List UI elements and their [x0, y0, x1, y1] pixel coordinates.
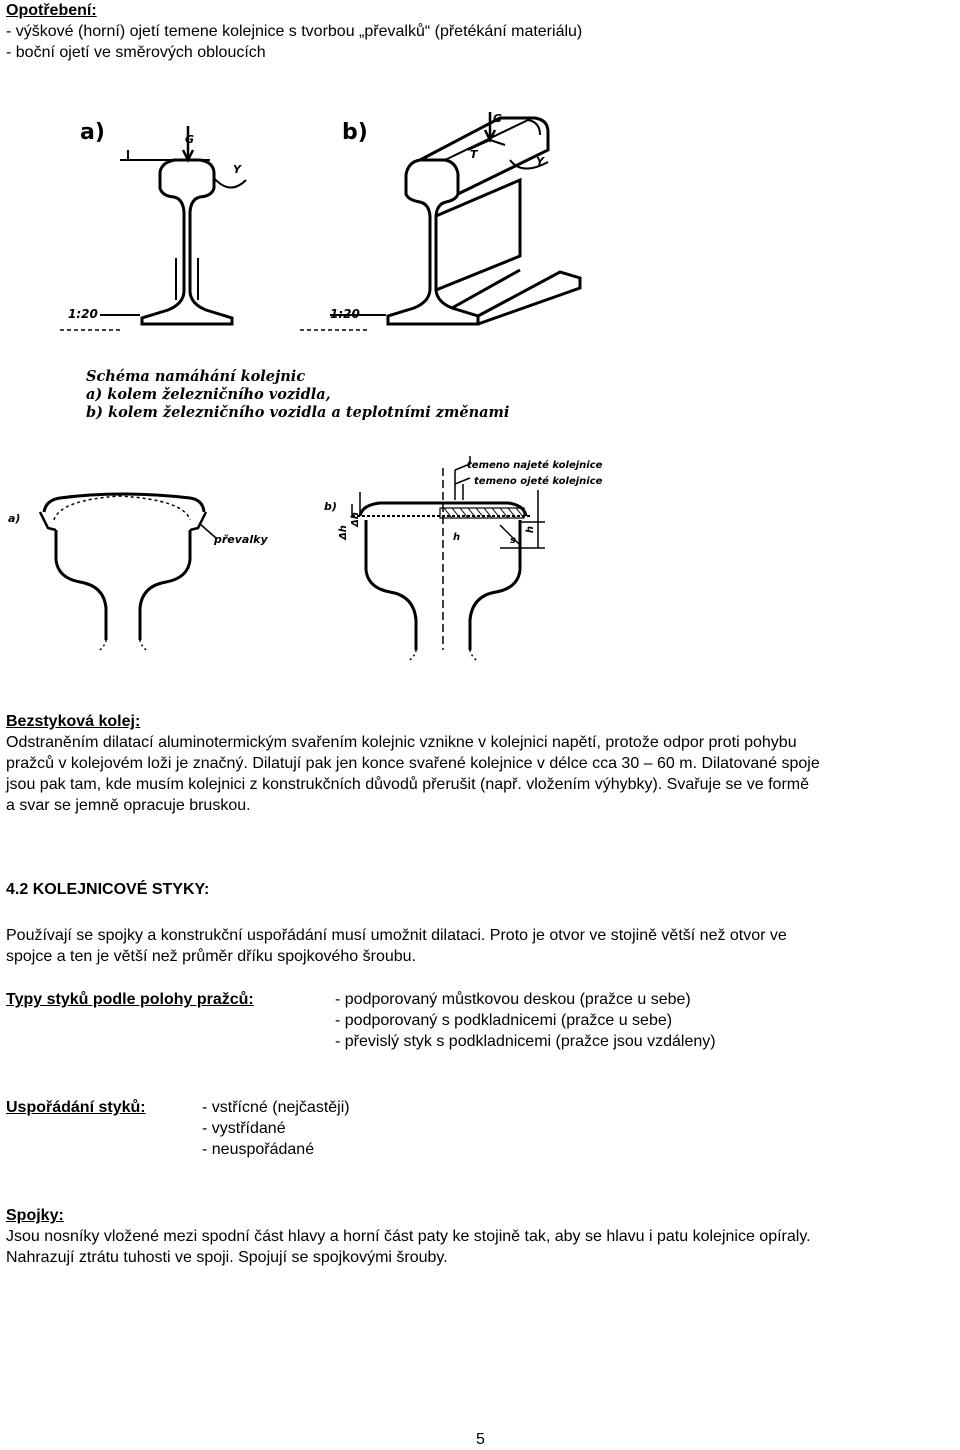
wear-item: - výškové (horní) ojetí temene kolejnice s tvorbou „převalků“ (přetékání materiálu) — [6, 23, 583, 40]
force-y-label-b: Y — [536, 155, 544, 168]
list-item: - převislý styk s podkladnicemi (pražce jsou vzdáleny) — [335, 1033, 716, 1050]
wear-heading: Opotřebení: — [6, 2, 97, 19]
incline-label-a: 1:20 — [68, 307, 98, 321]
paragraph-line: spojce a ten je větší než průměr dříku spojkového šroubu. — [6, 948, 416, 965]
force-g-label-a: G — [185, 133, 195, 146]
force-t-label-b: T — [470, 148, 478, 161]
paragraph-line: a svar se jemně opracuje bruskou. — [6, 797, 251, 814]
caption-line: Schéma namáhání kolejnic — [86, 368, 306, 385]
force-y-label-a: Y — [233, 163, 241, 176]
paragraph-line: Nahrazují ztrátu tuhosti ve spoji. Spojují se spojkovými šrouby. — [6, 1249, 448, 1266]
list-item: - vstřícné (nejčastěji) — [202, 1099, 350, 1116]
figure1-label-a: a) — [80, 120, 105, 145]
paragraph-line: Odstraněním dilatací aluminotermickým svařením kolejnic vznikne v kolejnici napětí, protože odpor proti pohybu — [6, 734, 797, 751]
types-label: Typy styků podle polohy pražců: — [6, 991, 254, 1008]
temeno-najete-label: temeno najeté kolejnice — [467, 460, 603, 471]
fishplates-heading: Spojky: — [6, 1207, 64, 1224]
paragraph-line: Používají se spojky a konstrukční uspořádání musí umožnit dilataci. Proto je otvor ve stojině větší než otvor ve — [6, 927, 787, 944]
cwr-section — [6, 711, 820, 816]
paragraph-line: pražců v kolejovém loži je značný. Dilatují pak jen konce svařené kolejnice v délce cca 30 – 60 m. Dilatované spoje — [6, 755, 820, 772]
list-item: - neuspořádané — [202, 1141, 315, 1158]
wear-item: - boční ojetí ve směrových obloucích — [6, 44, 266, 61]
figure2-label-a: a) — [8, 512, 21, 525]
figure2-label-b: b) — [324, 500, 337, 513]
page-number: 5 — [476, 1431, 485, 1448]
force-g-label-b: G — [493, 112, 503, 125]
cwr-heading: Bezstyková kolej: — [6, 713, 141, 730]
caption-line: a) kolem železničního vozidla, — [86, 386, 331, 403]
types-list — [335, 989, 716, 1052]
prevalky-label: převalky — [214, 533, 268, 546]
list-item: - vystřídané — [202, 1120, 286, 1137]
temeno-ojete-label: temeno ojeté kolejnice — [474, 476, 603, 487]
figure1-label-b: b) — [342, 120, 368, 145]
dim-label: s — [510, 535, 516, 546]
joints-paragraph — [6, 925, 787, 967]
arrangement-list — [202, 1097, 350, 1160]
dim-label: h — [525, 525, 537, 534]
dim-label: Δh — [337, 525, 349, 540]
arrangement-label: Uspořádání styků: — [6, 1099, 146, 1116]
dim-label: h — [453, 532, 461, 543]
paragraph-line: jsou pak tam, kde musím kolejnici z konstrukčních důvodů přerušit (např. vložením výhybky). Svařuje se ve formě — [6, 776, 809, 793]
paragraph-line: Jsou nosníky vložené mezi spodní část hlavy a horní část paty ke stojině tak, aby se hlavu i patu kolejnice opíraly. — [6, 1228, 811, 1245]
caption-line: b) kolem železničního vozidla a teplotními změnami — [86, 404, 510, 421]
list-item: - podporovaný s podkladnicemi (pražce u sebe) — [335, 1012, 673, 1029]
list-item: - podporovaný můstkovou deskou (pražce u sebe) — [335, 991, 691, 1008]
incline-label-b: 1:20 — [330, 307, 360, 321]
section-heading: 4.2 KOLEJNICOVÉ STYKY: — [6, 881, 210, 898]
fishplates-section — [6, 1205, 811, 1268]
dim-label: Δh — [349, 512, 361, 527]
